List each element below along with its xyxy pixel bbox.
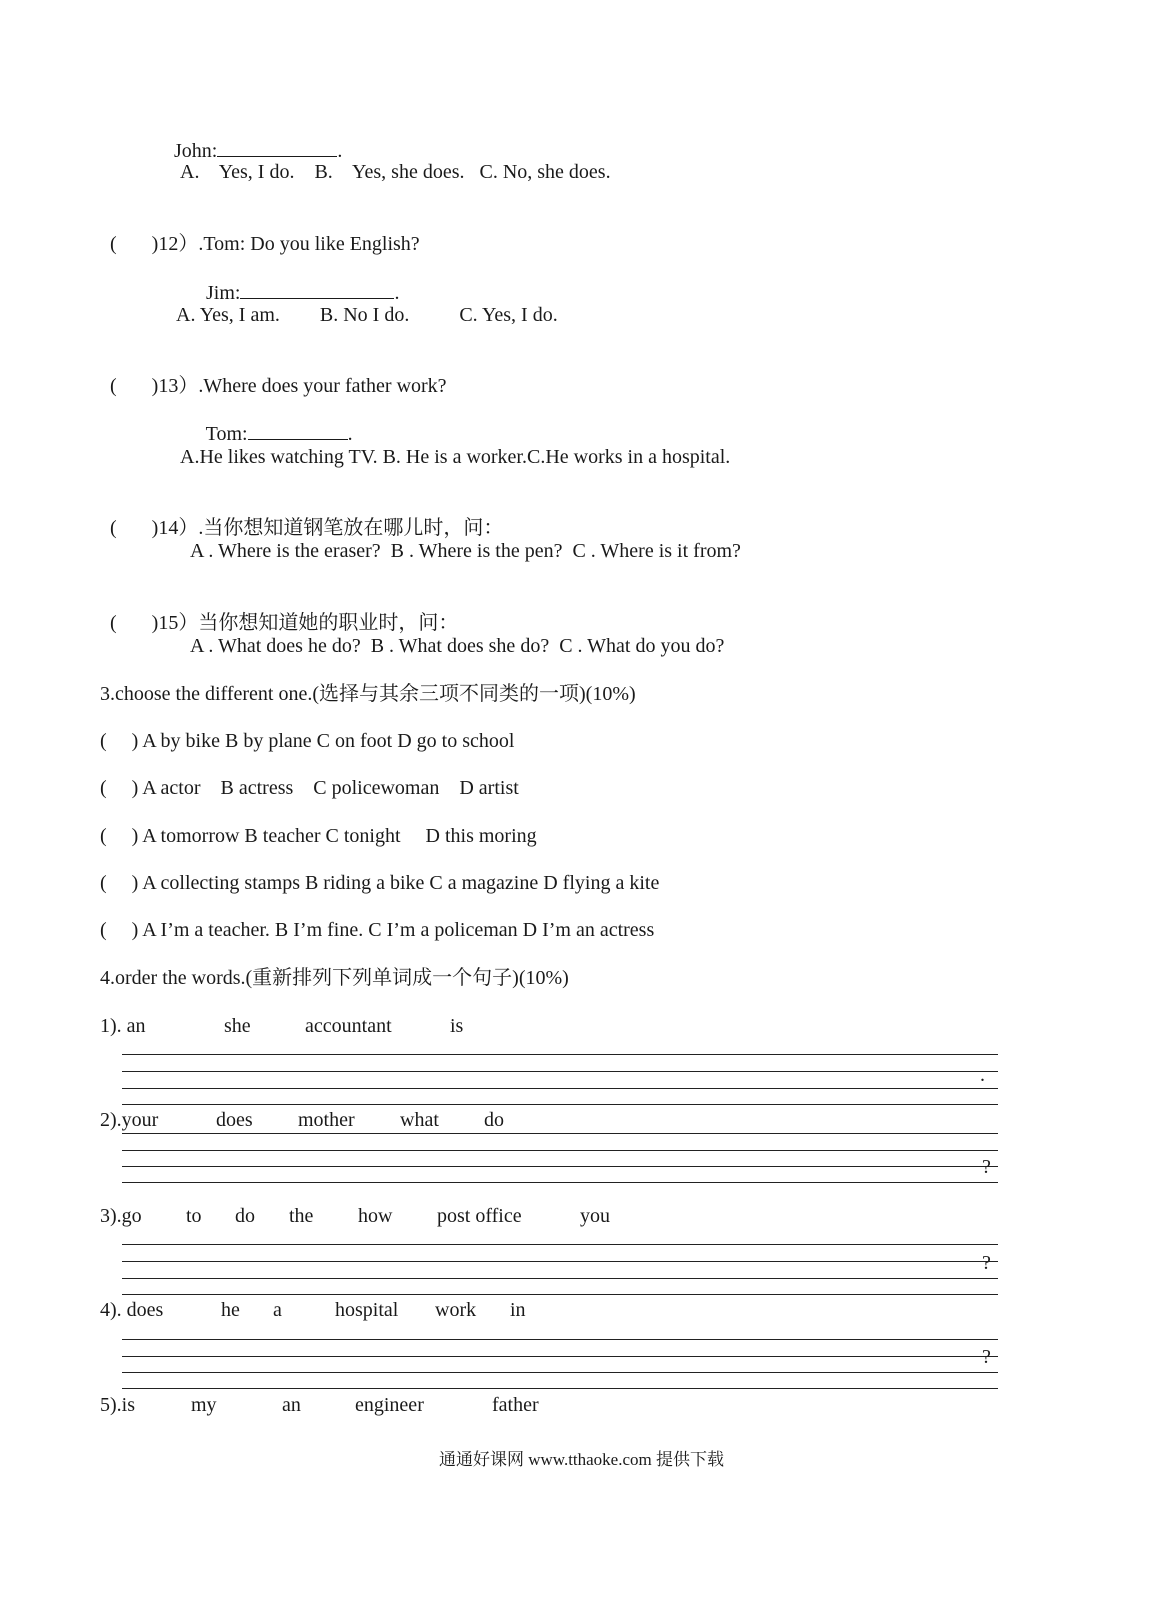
q11-speaker: John: [174, 140, 218, 162]
order-item-1-answer-line[interactable] [122, 1071, 998, 1072]
order-item-4-answer-line[interactable] [122, 1388, 998, 1389]
q12-line [100, 208, 420, 256]
order-item-1-answer-line[interactable] [122, 1104, 998, 1105]
order-item-3-answer-line[interactable] [122, 1261, 998, 1262]
q12-answer-line [196, 256, 399, 305]
q13-line [100, 350, 447, 398]
q15-number: 15） [158, 612, 199, 634]
order-item-3-word: the [289, 1205, 314, 1227]
order-item-4-word: in [510, 1299, 526, 1321]
q12-blank-end: . [394, 282, 400, 304]
q11-blank-end: . [337, 140, 343, 162]
order-item-3-word: how [358, 1205, 393, 1227]
section3-item-1[interactable]: ( ) A by bike B by plane C on foot D go to school [100, 730, 515, 752]
order-item-5-word: an [282, 1394, 301, 1416]
order-item-3-answer-line[interactable] [122, 1278, 998, 1279]
q12-paren[interactable]: ( ) [110, 233, 159, 255]
order-item-4-word: hospital [335, 1299, 399, 1321]
section3-item-2[interactable]: ( ) A actor B actress C policewoman D artist [100, 777, 519, 799]
order-item-2-label: 2).your [100, 1109, 159, 1131]
order-item-3-end: ? [982, 1252, 991, 1274]
section3-heading: 3.choose the different one.(选择与其余三项不同类的一项)(10%) [100, 683, 636, 705]
q13-number: 13） [158, 375, 199, 397]
q14-question: .当你想知道钢笔放在哪儿时，问： [198, 517, 504, 539]
order-item-4-end: ? [982, 1346, 991, 1368]
order-item-1-word: she [224, 1015, 251, 1037]
q13-answer-blank[interactable] [248, 421, 348, 440]
order-item-3-label: 3).go [100, 1205, 142, 1227]
q13-question: .Where does your father work? [198, 375, 447, 397]
order-item-1-label: 1). an [100, 1015, 146, 1037]
q11-answer-line [164, 114, 342, 163]
order-item-4-answer-line[interactable] [122, 1356, 998, 1357]
order-item-2-answer-line[interactable] [122, 1182, 998, 1183]
q14-number: 14） [158, 517, 199, 539]
q15-line [100, 587, 458, 635]
q14-options: A . Where is the eraser? B . Where is the pen? C . Where is it from? [190, 540, 741, 562]
order-item-5-word: father [492, 1394, 539, 1416]
q12-number: 12） [158, 233, 199, 255]
order-item-4-word: a [273, 1299, 282, 1321]
q13-speaker: Tom: [205, 423, 248, 445]
order-item-3-word: do [235, 1205, 255, 1227]
q12-options: A. Yes, I am. B. No I do. C. Yes, I do. [176, 304, 558, 326]
order-item-4-word: he [221, 1299, 240, 1321]
order-item-4-answer-line[interactable] [122, 1339, 998, 1340]
order-item-2-word: does [216, 1109, 253, 1131]
order-item-3-answer-line[interactable] [122, 1244, 998, 1245]
order-item-2-answer-line[interactable] [122, 1166, 998, 1167]
order-item-3-word: you [580, 1205, 610, 1227]
q11-options: A. Yes, I do. B. Yes, she does. C. No, she does. [180, 161, 611, 183]
q14-line [100, 492, 503, 540]
section3-item-4[interactable]: ( ) A collecting stamps B riding a bike C a magazine D flying a kite [100, 872, 660, 894]
q11-answer-blank[interactable] [217, 138, 337, 157]
q13-options: A.He likes watching TV. B. He is a worker.C.He works in a hospital. [180, 446, 731, 468]
order-item-2-answer-line[interactable] [122, 1133, 998, 1134]
section3-item-3[interactable]: ( ) A tomorrow B teacher C tonight D this moring [100, 825, 537, 847]
footer-text: 通通好课网 www.tthaoke.com 提供下载 [438, 1450, 725, 1469]
order-item-3-word: to [186, 1205, 202, 1227]
order-item-5-word: engineer [355, 1394, 424, 1416]
order-item-3-answer-line[interactable] [122, 1294, 998, 1295]
order-item-1-word: is [450, 1015, 464, 1037]
order-item-2-answer-line[interactable] [122, 1150, 998, 1151]
section3-item-5[interactable]: ( ) A I’m a teacher. B I’m fine. C I’m a policeman D I’m an actress [100, 919, 655, 941]
order-item-3-word: post office [437, 1205, 522, 1227]
order-item-2-word: mother [298, 1109, 355, 1131]
section4-heading: 4.order the words.(重新排列下列单词成一个句子)(10%) [100, 967, 569, 989]
order-item-4-answer-line[interactable] [122, 1372, 998, 1373]
q12-answer-blank[interactable] [240, 280, 394, 299]
order-item-5-word: my [191, 1394, 217, 1416]
q15-question: 当你想知道她的职业时，问： [198, 612, 459, 634]
q14-paren[interactable]: ( ) [110, 517, 159, 539]
order-item-1-end: . [980, 1064, 985, 1086]
order-item-1-answer-line[interactable] [122, 1054, 998, 1055]
q13-paren[interactable]: ( ) [110, 375, 159, 397]
order-item-4-label: 4). does [100, 1299, 164, 1321]
order-item-2-end: ? [982, 1156, 991, 1178]
q15-options: A . What does he do? B . What does she do? C . What do you do? [190, 635, 725, 657]
order-item-1-answer-line[interactable] [122, 1088, 998, 1089]
order-item-2-word: do [484, 1109, 504, 1131]
order-item-1-word: accountant [305, 1015, 392, 1037]
q13-answer-line [196, 397, 353, 446]
order-item-5-label: 5).is [100, 1394, 135, 1416]
order-item-4-word: work [435, 1299, 477, 1321]
order-item-2-word: what [400, 1109, 439, 1131]
q13-blank-end: . [347, 423, 353, 445]
q12-question: .Tom: Do you like English? [198, 233, 420, 255]
q12-speaker: Jim: [206, 282, 241, 304]
q15-paren[interactable]: ( ) [110, 612, 159, 634]
